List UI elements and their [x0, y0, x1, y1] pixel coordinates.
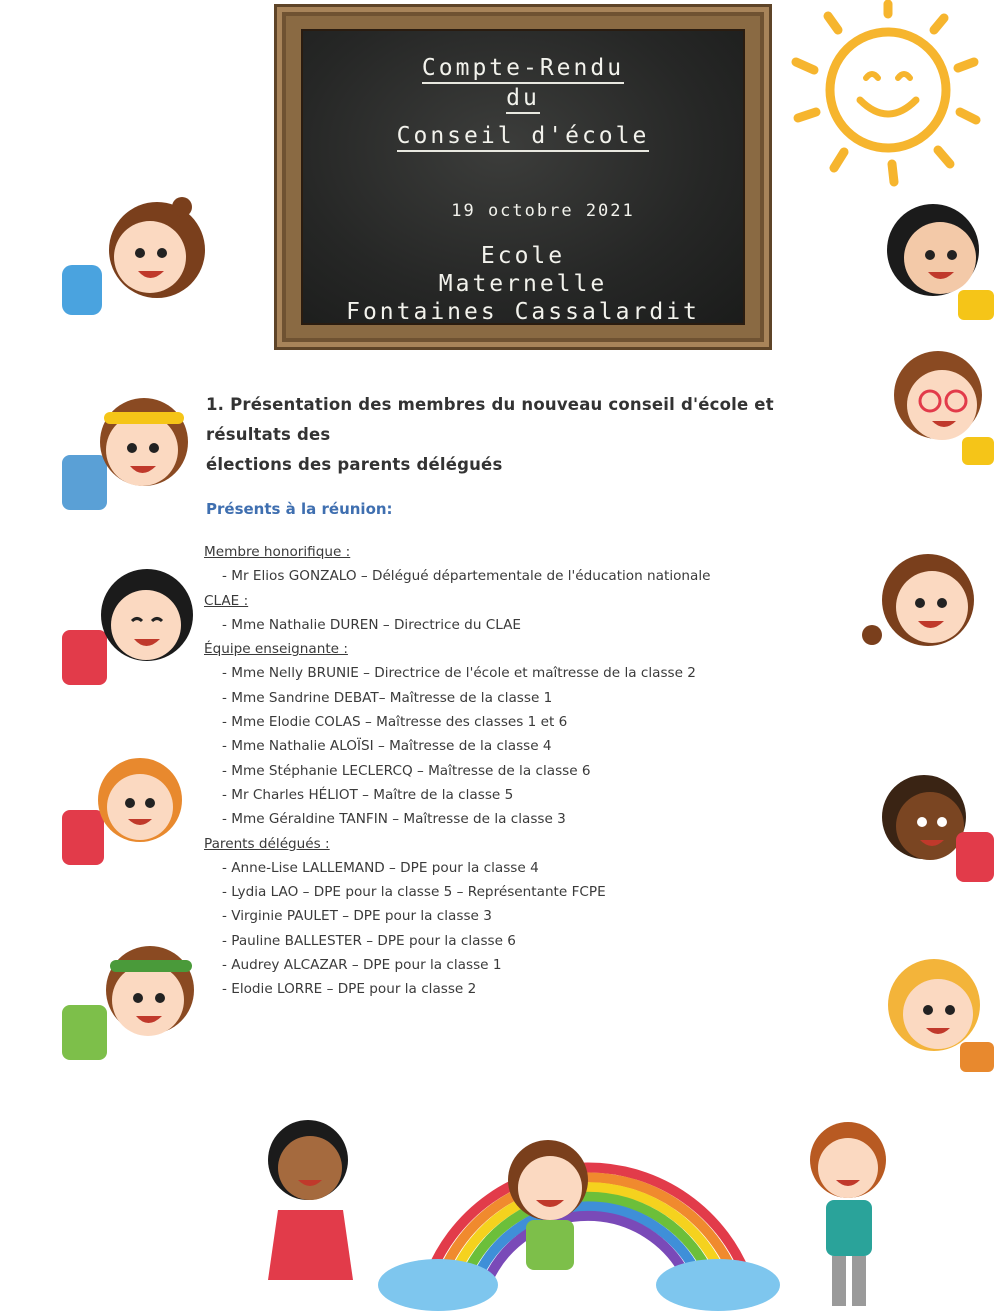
board-school-line-2: Maternelle	[438, 271, 608, 297]
kid-illustration-redhead-girl-icon	[62, 755, 182, 870]
smiling-sun-icon	[788, 0, 988, 190]
list-item: - Virginie PAULET – DPE pour la classe 3	[222, 904, 840, 928]
chalkboard	[301, 29, 745, 325]
list-item: - Mme Sandrine DEBAT– Maîtresse de la classe 1	[222, 686, 840, 710]
list-item: - Mr Charles HÉLIOT – Maître de la classe 5	[222, 783, 840, 807]
kid-illustration-curly-girl-icon	[62, 195, 212, 325]
kid-illustration-blonde-girl-icon	[876, 950, 994, 1075]
board-title-line-2: du	[303, 85, 743, 111]
list-item: - Mme Nathalie DUREN – Directrice du CLAE	[222, 613, 840, 637]
attendees-list	[200, 540, 840, 1002]
board-date: 19 octobre 2021	[451, 201, 635, 221]
list-item: - Mme Stéphanie LECLERCQ – Maîtresse de la classe 6	[222, 759, 840, 783]
presents-label: Présents à la réunion:	[206, 500, 393, 518]
list-item: - Mme Elodie COLAS – Maîtresse des classes 1 et 6	[222, 710, 840, 734]
chalkboard-frame	[274, 4, 772, 350]
list-item: - Mme Nelly BRUNIE – Directrice de l'école et maîtresse de la classe 2	[222, 661, 840, 685]
category-honorary: Membre honorifique :	[204, 544, 351, 560]
minutes-content	[200, 390, 840, 1002]
list-item: - Audrey ALCAZAR – DPE pour la classe 1	[222, 953, 840, 977]
list-item: - Mme Géraldine TANFIN – Maîtresse de la classe 3	[222, 807, 840, 831]
category-clae: CLAE :	[204, 592, 249, 609]
list-item: - Mr Elios GONZALO – Délégué départementale de l'éducation nationale	[222, 564, 840, 588]
list-item: - Elodie LORRE – DPE pour la classe 2	[222, 977, 840, 1001]
board-title-line-1: Compte-Rendu	[303, 55, 743, 81]
category-parents: Parents délégués :	[204, 835, 330, 852]
kid-illustration-dark-skin-boy-icon	[874, 772, 994, 887]
kid-illustration-glasses-girl-icon	[880, 345, 994, 465]
kid-illustration-black-hair-girl-icon	[62, 565, 197, 690]
list-item: - Mme Nathalie ALOÏSI – Maîtresse de la classe 4	[222, 734, 840, 758]
list-item: - Anne-Lise LALLEMAND – DPE pour la classe 4	[222, 856, 840, 880]
kid-illustration-pigtail-girl-icon	[862, 545, 994, 670]
section-heading	[206, 390, 840, 480]
section-heading-line-1: 1. Présentation des membres du nouveau conseil d'école et résultats des	[206, 395, 774, 444]
kid-illustration-headband-boy-icon	[62, 390, 192, 515]
list-item: - Lydia LAO – DPE pour la classe 5 – Représentante FCPE	[222, 880, 840, 904]
board-school-line-3: Fontaines Cassalardit	[346, 299, 700, 325]
section-heading-line-2: élections des parents délégués	[206, 455, 503, 474]
list-item: - Pauline BALLESTER – DPE pour la classe 6	[222, 929, 840, 953]
kid-illustration-black-curly-boy-icon	[878, 200, 994, 320]
board-title-line-3: Conseil d'école	[303, 123, 743, 149]
board-school-line-1: Ecole	[480, 243, 566, 269]
category-teachers: Équipe enseignante :	[204, 641, 348, 658]
kid-illustration-green-headband-boy-icon	[62, 940, 197, 1065]
rainbow-kids-illustration-icon	[248, 1080, 908, 1312]
